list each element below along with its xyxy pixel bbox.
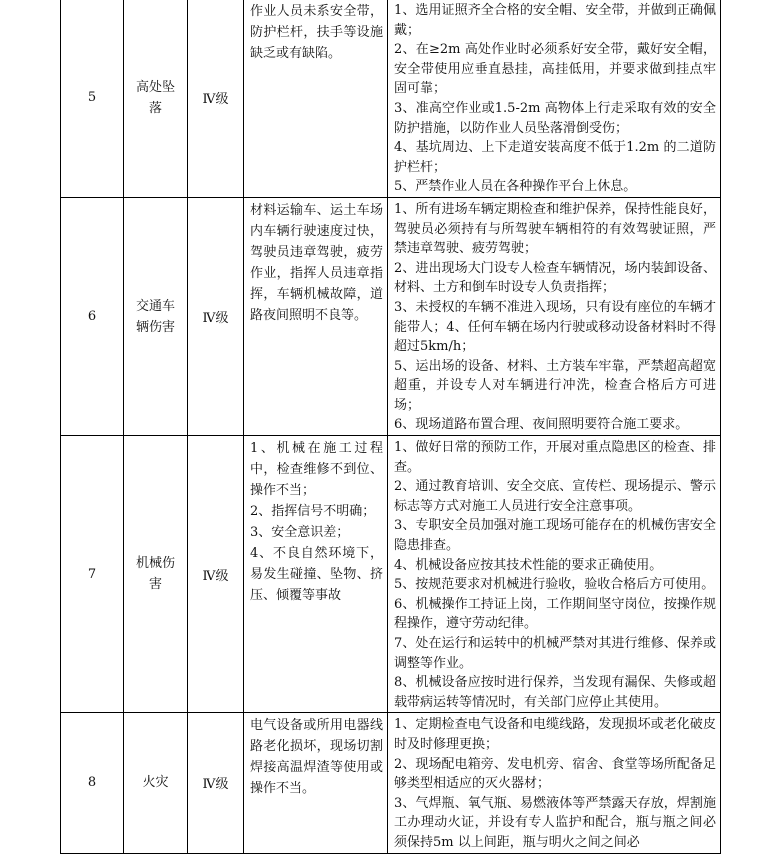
cause-item: 3、安全意识差； xyxy=(250,525,350,541)
row-number: 7 xyxy=(61,436,124,713)
measure-item: 6、现场道路布置合理、夜间照明要符合施工要求。 xyxy=(394,417,689,433)
measure-item: 2、在≥2m 高处作业时必须系好安全带，戴好安全帽，安全带使用应垂直悬挂，高挂低用，并要求做到挂点牢固可靠； xyxy=(394,42,716,97)
measure-item: 2、现场配电箱旁、发电机旁、宿舍、食堂等场所配备足够类型相适应的灭火器材； xyxy=(394,756,716,792)
row-number: 5 xyxy=(61,0,124,197)
measure-item: 4、基坑周边、上下走道安装高度不低于1.2m 的二道防护栏杆； xyxy=(394,140,716,175)
measure-item: 7、处在运行和运转中的机械严禁对其进行维修、保养或调整等作业。 xyxy=(394,636,716,671)
table-row xyxy=(61,713,721,853)
measure-item: 1、选用证照齐全合格的安全帽、安全带，并做到正确佩戴； xyxy=(394,3,716,38)
measure-item: 4、机械设备应按其技术性能的要求正确使用。 xyxy=(394,557,663,573)
row-number: 6 xyxy=(61,197,124,435)
measure-item: 2、进出现场大门设专人检查车辆情况，场内装卸设备、材料、土方和倒车时设专人负责指挥； xyxy=(394,260,716,296)
control-measures xyxy=(388,436,721,713)
hazard-cause: 材料运输车、运土车场内车辆行驶速度过快，驾驶员违章驾驶，疲劳作业，指挥人员违章指挥，车辆机械故障，道路夜间照明不良等。 xyxy=(244,197,388,435)
measure-item: 5、按规范要求对机械进行验收，验收合格后方可使用。 xyxy=(394,577,715,593)
control-measures xyxy=(388,0,721,197)
table-row xyxy=(61,436,721,713)
measure-item: 8、机械设备应按时进行保养，当发现有漏保、失修或超载带病运转等情况时，有关部门应停止其使用。 xyxy=(394,675,716,710)
measure-item: 2、通过教育培训、安全交底、宣传栏、现场提示、警示标志等方式对施工人员进行安全注意事项。 xyxy=(394,479,716,514)
measure-item: 3、气焊瓶、氧气瓶、易燃液体等严禁露天存放，焊割施工办理动火证，并设有专人监护和配合，瓶与瓶之间必须保持5m 以上间距，瓶与明火之间之间必 xyxy=(394,795,716,850)
table-row xyxy=(61,0,721,197)
measure-item: 3、未授权的车辆不准进入现场，只有设有座位的车辆才能带人；4、任何车辆在场内行驶或移动设备材料时不得超过5km/h； xyxy=(394,299,716,355)
hazard-cause: 电气设备或所用电器线路老化损坏，现场切割焊接高温焊渣等使用或操作不当。 xyxy=(244,713,388,853)
risk-level: Ⅳ级 xyxy=(188,197,244,435)
measure-item: 1、定期检查电气设备和电缆线路，发现损坏或老化破皮时及时修理更换； xyxy=(394,717,716,752)
control-measures xyxy=(388,713,721,853)
measure-item: 3、专职安全员加强对施工现场可能存在的机械伤害安全隐患排查。 xyxy=(394,518,716,554)
hazard-type: 机械伤害 xyxy=(124,436,188,713)
measure-item: 1、做好日常的预防工作，开展对重点隐患区的检查、排查。 xyxy=(394,440,716,475)
risk-level: Ⅳ级 xyxy=(188,0,244,197)
control-measures xyxy=(388,197,721,435)
hazard-type: 高处坠落 xyxy=(124,0,188,197)
table-row xyxy=(61,197,721,435)
row-number: 8 xyxy=(61,713,124,853)
hazard-type: 火灾 xyxy=(124,713,188,853)
risk-level: Ⅳ级 xyxy=(188,713,244,853)
cause-item: 2、指挥信号不明确； xyxy=(250,504,376,520)
measure-item: 3、准高空作业或1.5-2m 高物体上行走采取有效的安全防护措施，以防作业人员坠落滑倒受伤； xyxy=(394,100,716,136)
cause-item: 4、不良自然环境下，易发生碰撞、坠物、挤压、倾覆等事故 xyxy=(250,546,383,604)
hazard-cause xyxy=(244,436,388,713)
measure-item: 5、严禁作业人员在各种操作平台上休息。 xyxy=(394,179,637,195)
hazard-cause: 作业人员未系安全带，防护栏杆，扶手等设施缺乏或有缺陷。 xyxy=(244,0,388,197)
risk-table xyxy=(60,0,721,854)
cause-item: 1、机械在施工过程中，检查维修不到位、操作不当； xyxy=(250,441,383,499)
risk-level: Ⅳ级 xyxy=(188,436,244,713)
measure-item: 6、机械操作工持证上岗，工作期间坚守岗位，按操作规程操作，遵守劳动纪律。 xyxy=(394,596,716,632)
measure-item: 5、运出场的设备、材料、土方装车牢靠，严禁超高超宽超重，并设专人对车辆进行冲洗，检查合格后方可进场； xyxy=(394,358,716,413)
hazard-type: 交通车辆伤害 xyxy=(124,197,188,435)
measure-item: 1、所有进场车辆定期检查和维护保养，保持性能良好，驾驶员必须持有与所驾驶车辆相符的有效驾驶证照，严禁违章驾驶、疲劳驾驶； xyxy=(394,201,716,257)
